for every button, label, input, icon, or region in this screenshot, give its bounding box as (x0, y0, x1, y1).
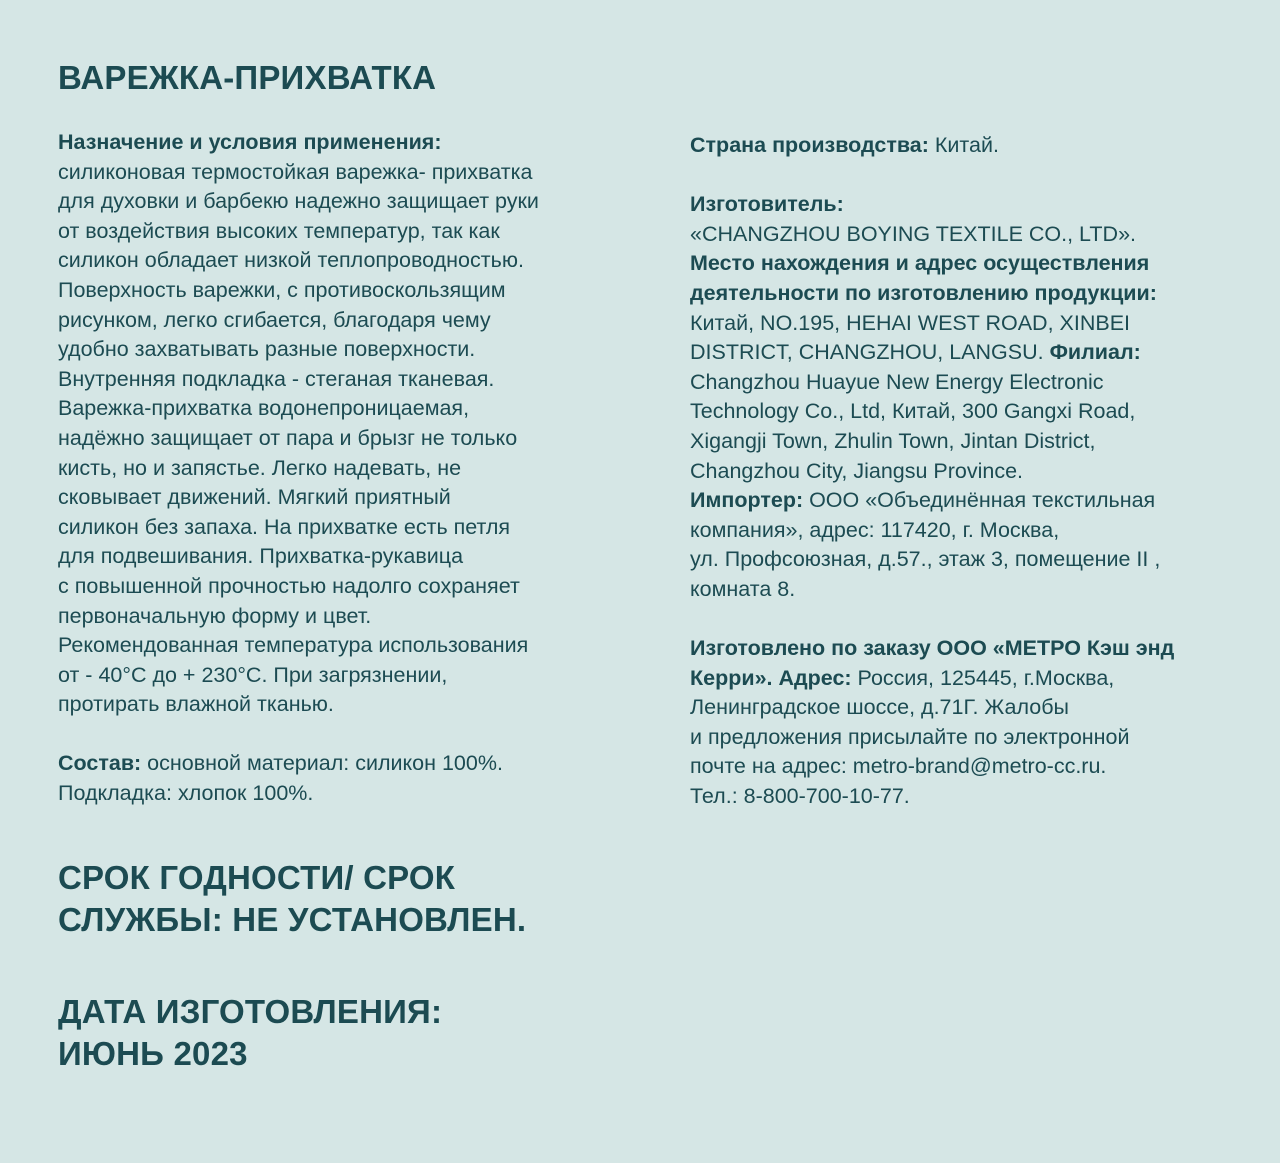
composition-section (58, 749, 618, 808)
manufacturer-address-label: деятельности по изготовлению продукции: (690, 280, 1157, 305)
purpose-line: силикон обладает низкой теплопроводностью. (58, 248, 524, 273)
ordered-by-label: Изготовлено по заказу ООО «МЕТРО Кэш энд (690, 636, 1175, 661)
production-date-section (58, 991, 618, 1075)
ordered-by-line: Ленинградское шоссе, д.71Г. Жалобы (690, 695, 1069, 720)
branch-line: Changzhou Huayue New Energy Electronic (690, 369, 1104, 394)
purpose-line: Внутренняя подкладка - стеганая тканевая. (58, 366, 495, 391)
manufacturer-label: Изготовитель: (690, 192, 844, 217)
ordered-by-label: Керри». Адрес: (690, 665, 852, 690)
ordered-by-line: и предложения присылайте по электронной (690, 724, 1130, 749)
purpose-line: от воздействия высоких температур, так как (58, 218, 500, 243)
country-section (690, 131, 1250, 161)
purpose-line: первоначальную форму и цвет. (58, 603, 372, 628)
importer-label: Импортер: (690, 488, 804, 513)
ordered-by-address: Россия, 125445, г.Москва, (851, 665, 1115, 690)
ordered-by-line: Тел.: 8-800-700-10-77. (690, 784, 910, 809)
shelf-life-line2: СЛУЖБЫ: НЕ УСТАНОВЛЕН. (58, 900, 527, 938)
ordered-by-line: почте на адрес: metro-brand@metro-cc.ru. (690, 754, 1107, 779)
product-title: ВАРЕЖКА-ПРИХВАТКА (58, 59, 437, 96)
purpose-line: для подвешивания. Прихватка-рукавица (58, 544, 464, 569)
importer-line: ООО «Объединённая текстильная (803, 488, 1156, 513)
purpose-line: надёжно защищает от пара и брызг не только (58, 425, 518, 450)
importer-line: компания», адрес: 117420, г. Москва, (690, 517, 1060, 542)
ordered-by-section (690, 634, 1250, 812)
purpose-section (58, 128, 618, 720)
purpose-line: Варежка-прихватка водонепроницаемая, (58, 396, 470, 421)
production-date-line2: ИЮНЬ 2023 (58, 1034, 248, 1072)
left-column (58, 58, 618, 1075)
composition-label: Состав: (58, 751, 142, 776)
shelf-life-section (58, 857, 618, 941)
production-date-line1: ДАТА ИЗГОТОВЛЕНИЯ: (58, 992, 443, 1030)
country-value: Китай. (928, 133, 999, 157)
purpose-line: сковывает движений. Мягкий приятный (58, 485, 451, 510)
branch-label: Филиал: (1049, 340, 1141, 365)
importer-line: ул. Профсоюзная, д.57., этаж 3, помещение II , (690, 547, 1161, 572)
importer-line: комната 8. (690, 576, 796, 601)
purpose-line: Поверхность варежки, с противоскользящим (58, 277, 506, 302)
purpose-line: от - 40°C до + 230°C. При загрязнении, (58, 662, 448, 687)
branch-line: Changzhou City, Jiangsu Province. (690, 458, 1024, 483)
purpose-line: рисунком, легко сгибается, благодаря чему (58, 307, 491, 332)
composition-text: основной материал: силикон 100%. (141, 751, 503, 776)
purpose-line: силиконовая термостойкая варежка- прихватка (58, 159, 533, 184)
manufacturer-section (690, 190, 1250, 604)
purpose-line: протирать влажной тканью. (58, 692, 334, 717)
purpose-line: Рекомендованная температура использования (58, 633, 529, 658)
purpose-line: силикон без запаха. На прихватке есть петля (58, 514, 511, 539)
purpose-line: кисть, но и запястье. Легко надевать, не (58, 455, 462, 480)
purpose-label: Назначение и условия применения: (58, 130, 442, 154)
composition-lining: Подкладка: хлопок 100%. (58, 781, 314, 806)
branch-line: Xigangji Town, Zhulin Town, Jintan District, (690, 428, 1096, 453)
country-label: Страна производства: (690, 133, 929, 157)
purpose-line: для духовки и барбекю надежно защищает руки (58, 189, 539, 214)
shelf-life-line1: СРОК ГОДНОСТИ/ СРОК (58, 858, 456, 896)
right-column (690, 131, 1250, 812)
branch-line: Technology Co., Ltd, Китай, 300 Gangxi Road, (690, 399, 1136, 424)
manufacturer-name: «CHANGZHOU BOYING TEXTILE CO., LTD». (690, 221, 1137, 246)
manufacturer-address: DISTRICT, CHANGZHOU, LANGSU. (690, 340, 1050, 365)
manufacturer-address-label: Место нахождения и адрес осуществления (690, 251, 1150, 276)
manufacturer-address: Китай, NO.195, HEHAI WEST ROAD, XINBEI (690, 310, 1131, 335)
purpose-line: удобно захватывать разные поверхности. (58, 337, 476, 362)
purpose-line: с повышенной прочностью надолго сохраняет (58, 573, 520, 598)
